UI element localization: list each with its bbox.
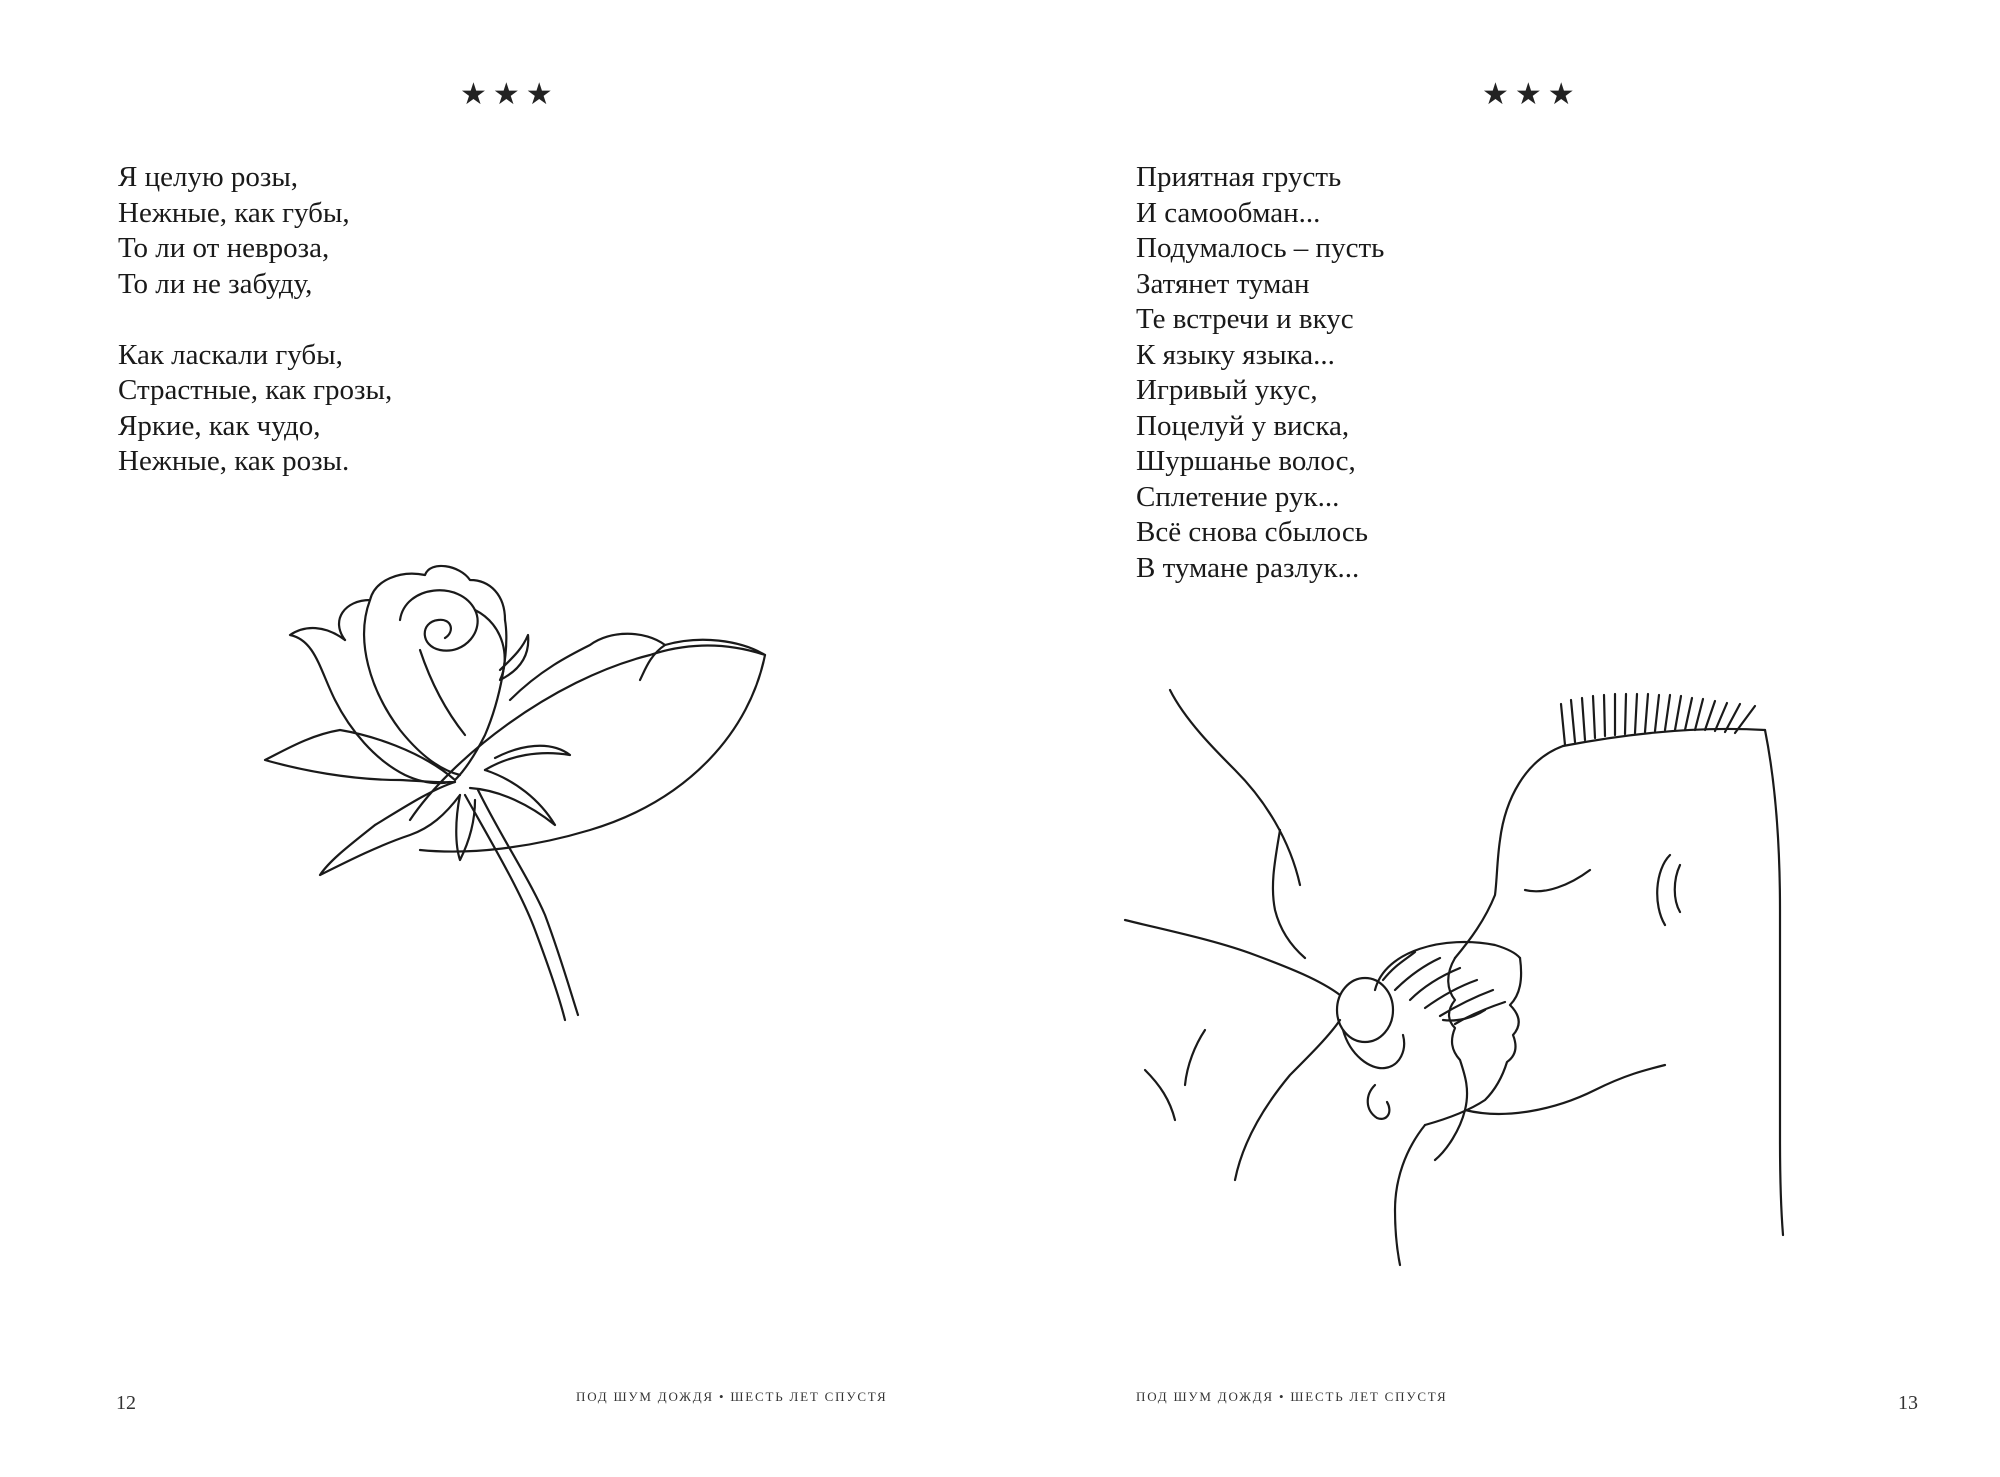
rose-stem [478,790,578,1015]
rose-leaf [640,645,665,680]
rose-sepal [485,746,570,770]
rose-leaf [410,634,765,820]
poem-line: То ли не забуду, [118,267,313,300]
poem-line: Сплетение рук... [1136,480,1340,513]
poem-stanza [118,160,392,302]
running-footer: ПОД ШУМ ДОЖДЯ • ШЕСТЬ ЛЕТ СПУСТЯ [1136,1389,1448,1404]
poem-line: Я целую розы, [118,161,299,193]
poem-line: К языку языка... [1136,338,1335,371]
poem-line: Шуршанье волос, [1136,445,1356,477]
couple-illustration [1125,690,1875,1270]
stars-ornament: ★★★ [1482,78,1581,111]
woman-ear [1368,1085,1390,1119]
poem-line: Яркие, как чудо, [118,409,321,442]
poem-line: Страстные, как грозы, [118,374,393,406]
man-face [1435,958,1467,1160]
poem-stanza [1136,160,1384,586]
stars-ornament: ★★★ [460,78,559,111]
woman-back [1235,1020,1340,1180]
woman-bun [1337,978,1393,1042]
running-footer: ПОД ШУМ ДОЖДЯ • ШЕСТЬ ЛЕТ СПУСТЯ [576,1389,888,1404]
poem-line: Нежные, как розы. [118,445,350,477]
hair-strokes [1561,694,1765,746]
poem-stanza [118,338,392,480]
arm-outline [1170,690,1300,885]
woman-face [1425,958,1521,1125]
rose-illustration [260,560,780,1020]
man-back-head [1765,730,1783,1235]
man-eye [1525,870,1590,891]
poem-line: И самообман... [1136,196,1321,229]
poem-line: Всё снова сбылось [1136,516,1368,548]
woman-neck [1395,1125,1425,1265]
page-number: 13 [1898,1392,1918,1414]
poem-line: Игривый укус, [1136,374,1318,406]
page-number: 12 [116,1392,136,1414]
arm-outline [1185,1030,1205,1085]
right-page [1000,0,2000,1477]
rose-sepal [320,782,460,875]
poem-text [1136,160,1384,622]
rose-petal [400,590,478,650]
poem-line: Нежные, как губы, [118,196,350,229]
poem-line: Затянет туман [1136,267,1310,300]
woman-bun [1343,1030,1404,1068]
arm-outline [1125,920,1340,995]
man-head [1455,746,1563,958]
man-ear [1675,865,1680,912]
poem-text [118,160,392,515]
arm-outline [1145,1070,1175,1120]
poem-line: Те встречи и вкус [1136,303,1354,335]
rose-petal [364,600,460,775]
poem-line: Приятная грусть [1136,161,1342,193]
poem-line: Подумалось – пусть [1136,232,1385,264]
man-ear [1657,855,1670,925]
rose-petal [475,610,528,680]
poem-line: Как ласкали губы, [118,338,343,371]
rose-stem [465,795,565,1020]
rose-petal [420,650,465,735]
poem-line: В тумане разлук... [1136,551,1360,584]
poem-line: Поцелуй у виска, [1136,409,1350,442]
poem-line: То ли от невроза, [118,232,330,264]
